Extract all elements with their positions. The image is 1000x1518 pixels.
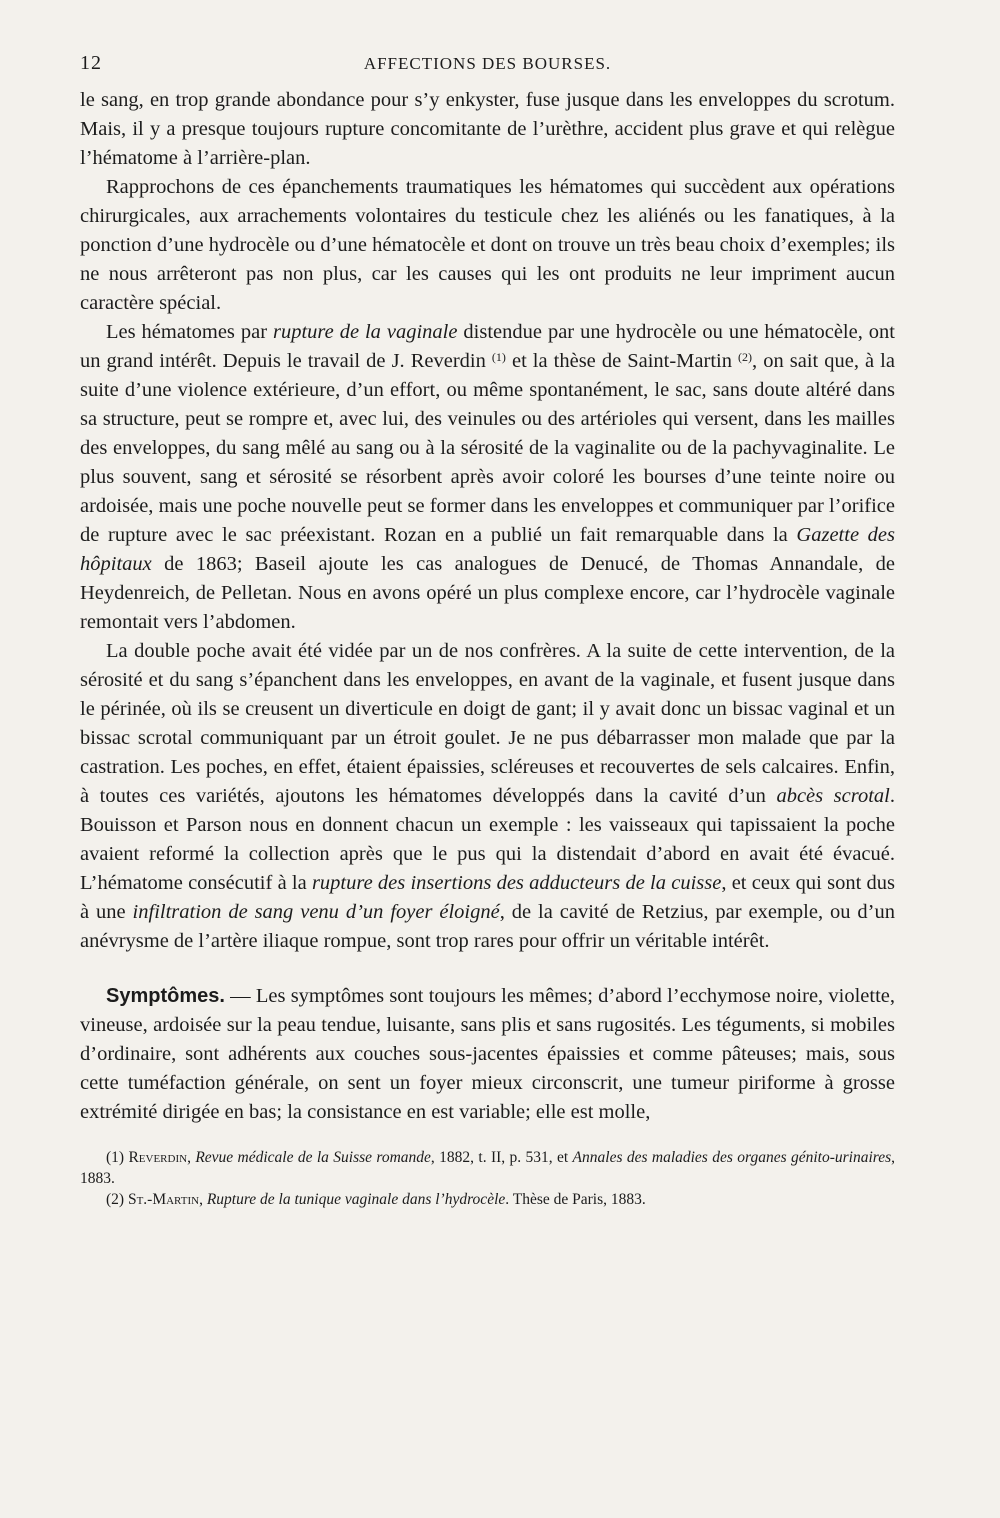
text-run: et la thèse de Saint-Martin xyxy=(505,350,739,372)
text-run: , xyxy=(199,1191,207,1208)
text-run: — Les symptômes sont toujours les mêmes; d’abord l’ecchymose noire, violette, vineuse, ardoisée sur la peau tendue, luisante, sans plis et sans rugosités. Les téguments, si mobiles d’ordinaire, sont adhérents aux couches sous-jacentes épaissies et comme pâteuses; mais, sous cette tuméfaction générale, on sent un foyer mieux circonscrit, une tumeur piriforme à grosse extrémité dirigée en bas; la consistance en est variable; elle est molle, xyxy=(80,985,895,1123)
text-run: , 1883. xyxy=(80,1149,896,1187)
text-run: de 1863; Baseil ajoute les cas analogues de Denucé, de Thomas Annandale, de Heydenreich, de Pelletan. Nous en avons opéré un plus complexe encore, car l’hydrocèle vaginale remontait vers l’abdomen. xyxy=(80,553,895,633)
running-header xyxy=(80,52,895,86)
footnote-number: (2) xyxy=(106,1191,125,1208)
paragraph-continuation xyxy=(80,86,895,173)
emphasis-text: rupture des insertions des adducteurs de la cuisse xyxy=(311,872,722,894)
emphasis-text: Revue médicale de la Suisse romande xyxy=(195,1149,431,1166)
text-run: , et ceux qui sont dus à une xyxy=(80,872,895,923)
footnote-author: Reverdin xyxy=(128,1149,188,1166)
running-title: AFFECTIONS DES BOURSES. xyxy=(363,54,612,73)
paragraph-vaginal-rupture xyxy=(80,318,895,637)
footnote-author: St.-Martin xyxy=(127,1191,200,1208)
text-run: . Bouisson et Parson nous en donnent chacun un exemple : les vaisseaux qui tapissaient la poche avaient reformé la collection après que le pus qui la distendait d’abord en avait été évacué. L’hématome consécutif à la xyxy=(80,785,895,894)
emphasis-text: Rupture de la tunique vaginale dans l’hydrocèle xyxy=(206,1191,506,1208)
footnote-number: (1) xyxy=(106,1149,125,1166)
text-run: , on sait que, à la suite d’une violence extérieure, d’un effort, ou même spontanément, le sac, sans doute altéré dans sa structure, peut se rompre et, avec lui, des veinules ou des artérioles qui versent, dans les mailles des enveloppes, du sang mêlé au sang ou à la sérosité de la vaginalite ou de la pachyvaginalite. Le plus souvent, sang et sérosité se résorbent après avoir coloré les bourses d’une teinte noire ou ardoisée, mais une poche nouvelle peut se former dans les enveloppes et communiquer par l’orifice de rupture avec le sac préexistant. Rozan en a publié un fait remarquable dans la xyxy=(80,350,895,546)
text-run: . Thèse de Paris, 1883. xyxy=(505,1191,646,1208)
text-run: , de la cavité de Retzius, par exemple, ou d’un anévrysme de l’artère iliaque rompue, sont trop rares pour offrir un véritable intérêt. xyxy=(80,901,895,952)
footnotes xyxy=(80,1147,895,1210)
footnote-ref-1: (1) xyxy=(491,350,506,364)
emphasis-text: infiltration de sang venu d’un foyer éloigné xyxy=(132,901,500,923)
footnote-1 xyxy=(80,1147,895,1189)
paragraph-double-pocket xyxy=(80,637,895,956)
text-run: Rapprochons de ces épanchements traumatiques les hématomes qui succèdent aux opérations chirurgicales, aux arrachements volontaires du testicule chez les aliénés ou les fanatiques, à la ponction d’une hydrocèle ou d’une hématocèle et dont on trouve un très beau choix d’exemples; ils ne nous arrêteront pas non plus, car les causes qui les ont produits ne leur impriment aucun caractère spécial. xyxy=(80,176,895,314)
text-run: La double poche avait été vidée par un de nos confrères. A la suite de cette intervention, de la sérosité et du sang s’épanchent dans les enveloppes, en avant de la vaginale, et fusent jusque dans le périnée, où ils se creusent un diverticule en doigt de gant; il y avait donc un bissac vaginal et un bissac scrotal communiquant par un étroit goulet. Je ne pus débarrasser mon malade que par la castration. Les poches, en effet, étaient épaissies, scléreuses et recouvertes de sels calcaires. Enfin, à toutes ces variétés, ajoutons les hématomes développés dans la cavité d’un xyxy=(80,640,895,807)
text-run: Les hématomes par xyxy=(106,321,273,343)
paragraph-traumatic-hematomas xyxy=(80,173,895,318)
text-run: , xyxy=(187,1149,196,1166)
text-run: le sang, en trop grande abondance pour s’y enkyster, fuse jusque dans les enveloppes du scrotum. Mais, il y a presque toujours rupture concomitante de l’urèthre, accident plus grave et qui relègue l’hématome à l’arrière-plan. xyxy=(80,89,895,169)
footnote-ref-2: (2) xyxy=(738,350,753,364)
emphasis-text: Gazette des hôpitaux xyxy=(80,524,896,575)
paragraph-symptomes xyxy=(80,982,895,1127)
text-run: , 1882, t. II, p. 531, et xyxy=(430,1149,573,1166)
text-run: distendue par une hydrocèle ou une hématocèle, ont un grand intérêt. Depuis le travail de J. Reverdin xyxy=(80,321,896,372)
section-heading: Symptômes. xyxy=(106,985,225,1007)
emphasis-text: rupture de la vaginale xyxy=(273,321,458,343)
footnote-2 xyxy=(80,1189,895,1210)
emphasis-text: abcès scrotal xyxy=(776,785,890,807)
body-text xyxy=(80,86,895,1127)
emphasis-text: Annales des maladies des organes génito-urinaires xyxy=(572,1149,892,1166)
page-number: 12 xyxy=(80,52,102,74)
